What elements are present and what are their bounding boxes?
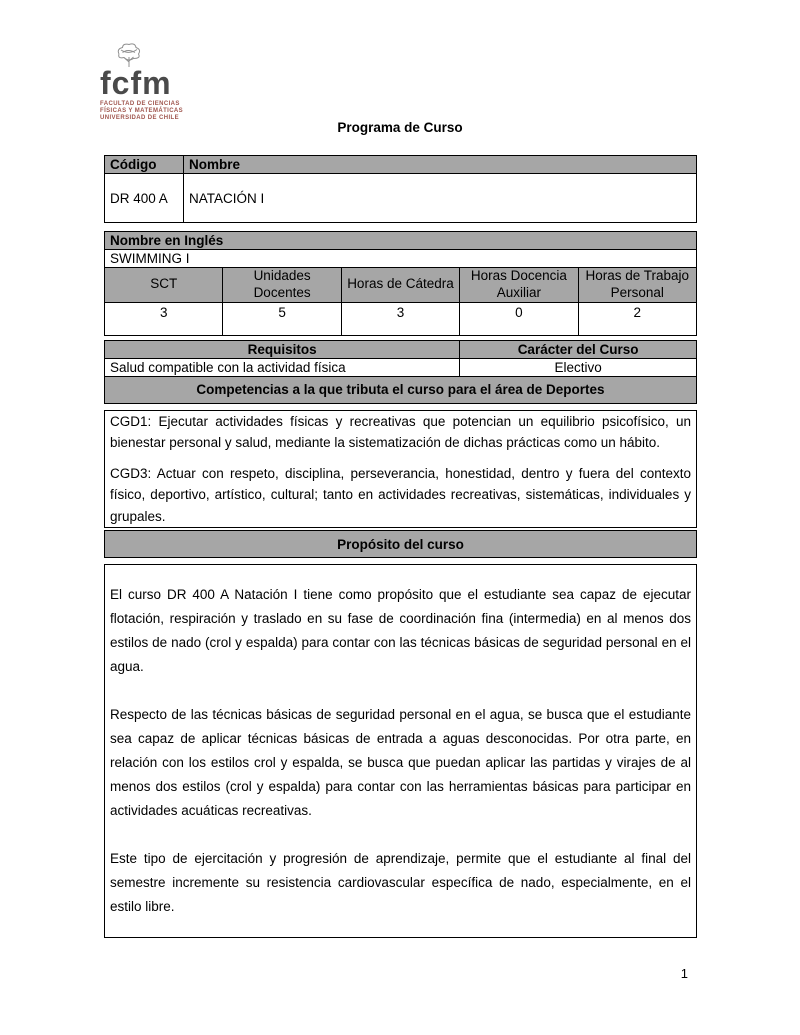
proposito-paragraph: Este tipo de ejercitación y progresión de aprendizaje, permite que el estudiante al final del semestre incremente su resistencia cardiovascular específica de nado, especialmente, en el estilo libre. xyxy=(110,851,691,915)
caracter-header-cell: Carácter del Curso xyxy=(460,340,697,358)
proposito-paragraph: El curso DR 400 A Natación I tiene como propósito que el estudiante sea capaz de ejecutar flotación, respiración y traslado en su fase de coordinación fina (intermedia) en al menos dos estilos de nado (crol y espalda) para contar con las técnicas básicas de seguridad personal en el agua. xyxy=(110,587,691,675)
fcfm-logo-text: fcfm xyxy=(100,65,172,101)
proposito-text-cell xyxy=(105,565,697,938)
proposito-paragraph: Respecto de las técnicas básicas de seguridad personal en el agua, se busca que el estudiante sea capaz de aplicar técnicas básicas de entrada a aguas desconocidas. Por otra parte, en relación con los estilos crol y espalda, se busca que puedan aplicar las partidas y virajes de al menos dos estilos (crol y espalda) para contar con las herramientas básicas para participar en actividades acuáticas recreativas. xyxy=(110,707,691,819)
english-name-hours-table xyxy=(104,231,697,336)
unidades-docentes-value-cell: 5 xyxy=(223,302,341,335)
codigo-header-cell: Código xyxy=(105,156,184,174)
caracter-value-cell: Electivo xyxy=(460,358,697,376)
requisitos-value-cell: Salud compatible con la actividad física xyxy=(105,358,460,376)
document-title: Programa de Curso xyxy=(337,120,463,135)
horas-docencia-auxiliar-value-cell: 0 xyxy=(460,302,578,335)
proposito-header-table xyxy=(104,530,697,558)
requirements-table xyxy=(104,340,697,404)
logo-caption-line: FÍSICAS Y MATEMÁTICAS xyxy=(100,108,184,114)
page-number: 1 xyxy=(680,966,688,981)
competencias-paragraph: CGD3: Actuar con respeto, disciplina, perseverancia, honestidad, dentro y fuera del contexto físico, deportivo, artístico, cultural; tanto en actividades recreativas, sistemáticas, individuales y grupales. xyxy=(110,465,691,524)
horas-trabajo-personal-header-cell: Horas de Trabajo Personal xyxy=(578,268,696,303)
requisitos-header-cell: Requisitos xyxy=(105,340,460,358)
horas-catedra-header-cell: Horas de Cátedra xyxy=(341,268,459,303)
fcfm-logo xyxy=(100,42,220,122)
nombre-ingles-header-cell: Nombre en Inglés xyxy=(105,232,697,250)
nombre-value-cell: NATACIÓN I xyxy=(184,174,697,223)
proposito-text-table xyxy=(104,564,697,938)
horas-trabajo-personal-value-cell: 2 xyxy=(578,302,696,335)
logo-caption-line: UNIVERSIDAD DE CHILE xyxy=(100,115,180,121)
sct-header-cell: SCT xyxy=(105,268,223,303)
code-name-table xyxy=(104,155,697,223)
course-program xyxy=(104,155,697,938)
spacer xyxy=(104,223,697,231)
nombre-header-cell: Nombre xyxy=(184,156,697,174)
competencias-text-cell xyxy=(105,410,697,528)
competencias-header-cell: Competencias a la que tributa el curso para el área de Deportes xyxy=(105,376,697,403)
horas-catedra-value-cell: 3 xyxy=(341,302,459,335)
sct-value-cell: 3 xyxy=(105,302,223,335)
logo-caption-line: FACULTAD DE CIENCIAS xyxy=(100,101,180,107)
horas-docencia-auxiliar-header-cell: Horas Docencia Auxiliar xyxy=(460,268,578,303)
fcfm-logo-caption xyxy=(100,101,220,122)
unidades-docentes-header-cell: Unidades Docentes xyxy=(223,268,341,303)
competencias-text-table xyxy=(104,410,697,529)
codigo-value-cell: DR 400 A xyxy=(105,174,184,223)
proposito-header-cell: Propósito del curso xyxy=(105,531,697,558)
nombre-ingles-value-cell: SWIMMING I xyxy=(105,250,697,268)
competencias-paragraph: CGD1: Ejecutar actividades físicas y recreativas que potencian un equilibrio psicofísico, un bienestar personal y salud, mediante la sistematización de dichas prácticas como un hábito. xyxy=(110,413,691,451)
